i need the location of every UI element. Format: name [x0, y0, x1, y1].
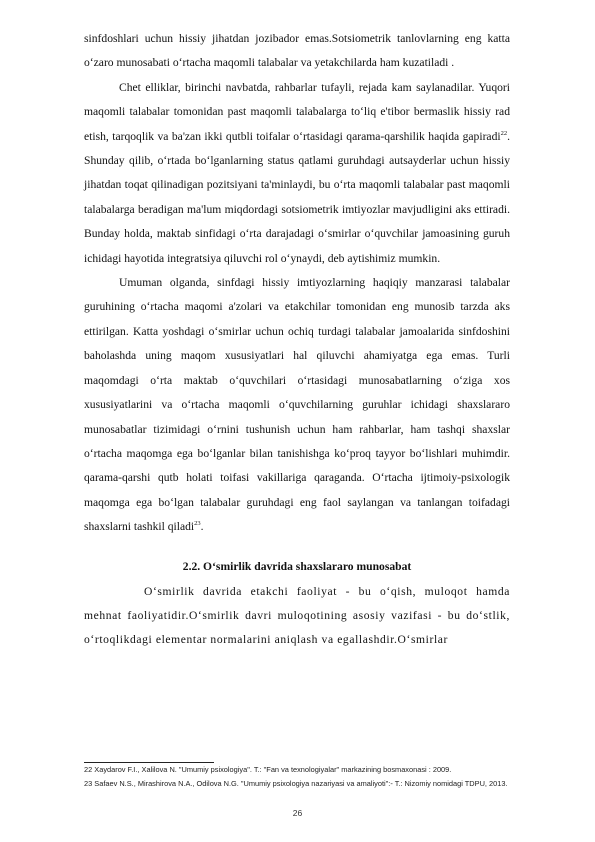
footnotes [84, 765, 524, 792]
paragraph-text: . [200, 520, 204, 534]
paragraph-summary [84, 271, 510, 539]
section-heading: 2.2. O‘smirlik davrida shaxslararo munosabat [182, 559, 412, 573]
footnote-22: 22 Xaydarov F.I., Xalilova N. "Umumiy psixologiya". T.: "Fan va texnologiyalar" markazining bosmaxonasi : 2009. [84, 765, 452, 774]
footnote-23: 23 Safaev N.S., Mirashirova N.A., Odilova N.G. "Umumiy psixologiya nazariyasi va amaliyoti":- T.: Nizomiy nomidagi TDPU, 2013. [84, 778, 508, 788]
paragraph-adolescence: O‘smirlik davrida etakchi faoliyat - bu o‘qish, muloqot hamda mehnat faoliyatidir.O‘smirlik davri muloqotining asosiy vazifasi - bu do‘stlik, o‘rtoqlikdagi elementar normalarini aniqlash va egallashdir.O‘smirlar [84, 584, 510, 647]
footnote-ref-23[interactable]: 23 [194, 520, 201, 528]
footnote-divider [84, 762, 214, 763]
paragraph-text: . Shunday qilib, o‘rtada bo‘lganlarning status qatlami guruhdagi autsayderlar uchun hissiy jihatdan toqat qilinadigan pozitsiyani ta'minlaydi, bu o‘rta maqomli talabalar past maqomli talabalarga beradigan ma'lum miqdordagi sotsiometrik imtiyozlar mavjudligini aks ettiradi. Bunday holda, maktab sinfidagi o‘rta darajadagi o‘smirlar o‘quvchilar jamoasining guruh ichidagi hayotida integratsiya qiluvchi rol o‘ynaydi, deb aytishimiz mumkin. [84, 129, 510, 265]
paragraph-continued: sinfdoshlari uchun hissiy jihatdan jozibador emas.Sotsiometrik tanlovlarning eng katta o‘zaro munosabati o‘rtacha maqomli talabalar va yetakchilarda ham kuzatiladi . [84, 32, 510, 70]
body-text [84, 27, 510, 653]
paragraph-text: Umuman olganda, sinfdagi hissiy imtiyozlarning haqiqiy manzarasi talabalar guruhining o‘rtacha maqomi a'zolari va etakchilar tomonidan eng munosib tarzda aks ettirilgan. Katta yoshdagi o‘smirlar uchun ochiq turdagi talabalar jamoalarida sinfdoshini baholashda uning maqom xususiyatlari hal qiluvchi ahamiyatga ega emas. Turli maqomdagi o‘rta maktab o‘quvchilari o‘rtasidagi munosabatlarning o‘ziga xos xususiyatlarini va o‘rtacha maqomli o‘quvchilarning guruhlar ichidagi shaxslararo munosabatlar tizimidagi o‘rnini tushunish uchun ham rahbarlar, ham tashqi shaxslar o‘rtacha maqomga ega bo‘lganlar bilan tanishishga ko‘proq tayyor bo‘lishlari muhimdir. qarama-qarshi qutb holati toifasi vakillariga qaraganda. O‘rtacha ijtimoiy-psixologik maqomga ega bo‘lgan talabalar guruhdagi eng faol saylangan va tanlangan toifadagi shaxslarni tashkil qiladi [84, 276, 510, 534]
footnote-ref-22[interactable]: 22 [500, 129, 508, 137]
paragraph-outsiders [84, 76, 510, 271]
page-number: 26 [292, 808, 303, 818]
paragraph-text: Chet elliklar, birinchi navbatda, rahbarlar tufayli, rejada kam saylanadilar. Yuqori maqomli talabalar tomonidan past maqomli talabalarga to‘liq e'tibor bermaslik hissiy rad etish, tarqoqlik va ba'zan ikki qutbli toifalar o‘rtasidagi qarama-qarshilik haqida gapiradi [84, 80, 510, 143]
